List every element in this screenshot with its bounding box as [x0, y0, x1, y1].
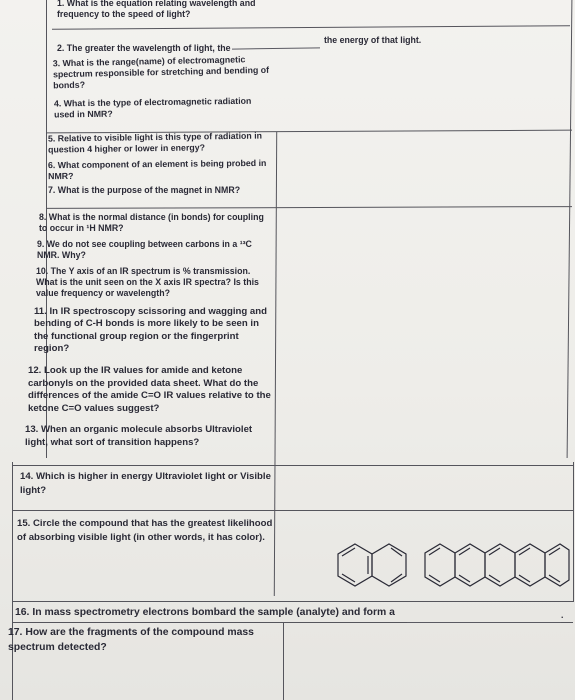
question-5: 5. Relative to visible light is this type of radiation in question 4 higher or lower in energy? [47, 130, 263, 155]
question-17: 17. How are the fragments of the compound mass spectrum detected? [8, 627, 254, 653]
question-2: 2. The greater the wavelength of light, the [57, 43, 231, 53]
table-right-border [567, 0, 573, 458]
question-2-blank [232, 47, 320, 49]
question-16-end: . [561, 610, 564, 620]
row-divider-1 [52, 25, 570, 30]
question-4: 4. What is the type of electromagnetic radiation used in NMR? [53, 95, 252, 120]
question-6: 6. What component of an element is being probed in NMR? [47, 157, 267, 182]
row-divider-6 [13, 601, 573, 602]
question-2-suffix: the energy of that light. [324, 35, 422, 45]
question-9: 9. We do not see coupling between carbons in a ¹³C NMR. Why? [37, 239, 252, 260]
question-3: 3. What is the range(name) of electromagnetic spectrum responsible for stretching and bending of bonds? [52, 54, 270, 91]
row-divider-3 [46, 206, 572, 209]
pentacene-structure[interactable] [422, 540, 570, 592]
question-8: 8. What is the normal distance (in bonds) for coupling to occur in ¹H NMR? [39, 212, 264, 233]
question-16-blank [407, 622, 561, 623]
question-16: 16. In mass spectrometry electrons bombard the sample (analyte) and form a [15, 607, 395, 618]
question-12: 12. Look up the IR values for amide and ketone carbonyls on the provided data sheet. What do the differences of the amide C=O IR values relative to the ketone C=O values suggest? [28, 365, 271, 414]
lower-right-border [573, 462, 574, 602]
question-15: 15. Circle the compound that has the greatest likelihood of absorbing visible light (in other words, it has color). [17, 518, 273, 544]
question-7: 7. What is the purpose of the magnet in NMR? [48, 185, 241, 195]
bottom-answer-divider [283, 622, 284, 700]
question-10: 10. The Y axis of an IR spectrum is % transmission. What is the unit seen on the X axis IR spectra? Is this value frequency or wavelength? [36, 266, 259, 298]
question-14: 14. Which is higher in energy Ultraviolet light or Visible light? [20, 471, 271, 497]
row-divider-4 [13, 465, 573, 466]
lower-left-border [12, 462, 13, 700]
question-13: 13. When an organic molecule absorbs Ultraviolet light, what sort of transition happens? [25, 424, 253, 448]
naphthalene-structure[interactable] [333, 540, 423, 592]
question-1: 1. What is the equation relating wavelength and frequency to the speed of light? [57, 0, 256, 19]
question-11: 11. In IR spectroscopy scissoring and wagging and bending of C-H bonds is more likely to be seen in the functional group region or the fingerprint region? [34, 306, 267, 355]
row-divider-5 [13, 510, 573, 511]
